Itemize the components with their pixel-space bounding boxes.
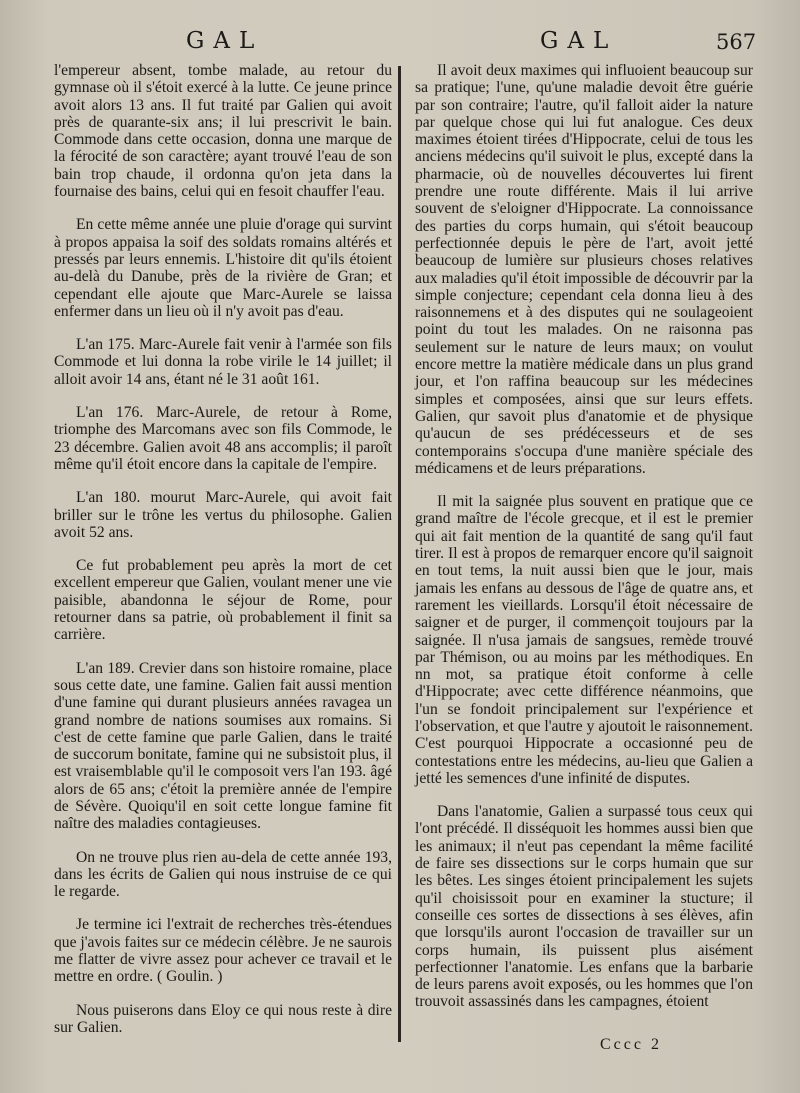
- paragraph: L'an 189. Crevier dans son histoire romaine, place sous cette date, une famine. Galien fait aussi mention d'une famine qui durant plusieurs années ravagea un grand nombre de nations soumises aux romains. Si c'est de cette famine que parle Galien, dans le traité de succorum bonitate, famine qui ne subsistoit plus, il est vraisemblable qu'il le composoit vers l'an 193. âgé alors de 65 ans; c'étoit la première année de l'empire de Sévère. Quoiqu'il en soit cette longue famine fit naître des maladies contagieuses.: [54, 659, 392, 833]
- paragraph: En cette même année une pluie d'orage qui survint à propos appaisa la soif des soldats romains altérés et pressés par leurs ennemis. L'histoire dit qu'ils étoient au-delà du Danube, près de la rivière de Gran; et cependant elle ajoute que Marc-Aurele se laissa enfermer dans un lieu où il n'y avoit pas d'eau.: [54, 216, 392, 320]
- paragraph: Dans l'anatomie, Galien a surpassé tous ceux qui l'ont précédé. Il disséquoit les hommes aussi bien que les animaux; il n'eut pas cependant la même facilité de faire ses dissections sur le corps humain que sur les bêtes. Les singes étoient principalement les sujets qu'il choisissoit pour en examiner la stucture; il conseille ces sortes de dissections à ses élèves, afin que lorsqu'ils auront l'occasion de travailler sur un corps humain, ils puissent plus aisément perfectionner l'anatomie. Les enfans que la barbarie de leurs parens avoit exposés, ou les hommes que l'on trouvoit assassinés dans les campagnes, étoient: [415, 803, 753, 1011]
- paragraph: L'an 176. Marc-Aurele, de retour à Rome, triomphe des Marcomans avec son fils Commode, le 23 décembre. Galien avoit 48 ans accomplis; il paroît même qu'il étoit encore dans la capitale de l'empire.: [54, 404, 392, 473]
- column-divider: [398, 66, 401, 1042]
- right-column: [415, 62, 753, 1027]
- paragraph: L'an 180. mourut Marc-Aurele, qui avoit fait briller sur le trône les vertus du philosophe. Galien avoit 52 ans.: [54, 489, 392, 541]
- running-header: [0, 28, 800, 58]
- paragraph: Il mit la saignée plus souvent en pratique que ce grand maître de l'école grecque, et il est le premier qui ait fait mention de la quantité de sang qu'il faut tirer. Il est à propos de remarquer encore qu'il saignoit en tout tems, la nuit aussi bien que le jour, mais jamais les enfans au dessous de l'âge de quatre ans, et rarement les vieillards. Lorsqu'il étoit nécessaire de saigner et de purger, il commençoit toujours par la saignée. Il n'usa jamais de sangsues, remède trouvé par Thémison, ou au moins par les méthodiques. En nn mot, sa pratique étoit conforme à celle d'Hippocrate; avec cette différence néanmoins, que l'un se fondoit principalement sur l'expérience et l'observation, et que l'autre y ajoutoit le raisonnement. C'est pourquoi Hippocrate a occasionné peu de contestations entre les médecins, au-lieu que Galien a jetté les semences d'une infinité de disputes.: [415, 493, 753, 787]
- paragraph: Il avoit deux maximes qui influoient beaucoup sur sa pratique; l'une, qu'une maladie devoit être guérie par son contraire; l'autre, qu'il falloit aider la nature par quelque chose qui lui fut analogue. Ces deux maximes étoient tirées d'Hippocrate, celui de tous les anciens médecins qu'il suivoit le plus, excepté dans la pharmacie, où de nouvelles découvertes lui firent prendre une route différente. Mais il lui arrive souvent de s'eloigner d'Hippocrate. La connoissance des parties du corps humain, qui s'étoit beaucoup perfectionnée depuis le père de l'art, avoit jetté beaucoup de lumière sur plusieurs choses relatives aux maladies qu'il étoit impossible de découvrir par la simple conjecture; cependant cela donna lieu à des raisonnemens et à des disputes qui ne soulageoient point du tout les malades. On ne raisonna pas seulement sur le nature de leurs maux; on voulut encore mettre la matière médicale dans un plus grand jour, et l'on raffina beaucoup sur les médecines simples et composées, ainsi que sur leurs effets. Galien, qur savoit plus d'anatomie et de physique qu'aucun de ses prédécesseurs et de ses contemporains s'occupa d'une manière spéciale des médicamens et de leurs préparations.: [415, 62, 753, 477]
- signature-mark: Cccc 2: [600, 1036, 662, 1053]
- header-right-title: GAL: [540, 28, 618, 54]
- paragraph: l'empereur absent, tombe malade, au retour du gymnase où il s'étoit exercé à la lutte. Ce jeune prince avoit alors 13 ans. Il fut traité par Galien qui avoit près de quarante-six ans; il lui prescrivit le bain. Commode dans cette occasion, donna une marque de la férocité de son caractère; ayant trouvé l'eau de son bain trop chaude, il ordonna qu'on jeta dans la fournaise des bains, celui qui en fesoit chauffer l'eau.: [54, 62, 392, 201]
- header-left-title: GAL: [186, 28, 264, 54]
- paragraph: Je termine ici l'extrait de recherches très-étendues que j'avois faites sur ce médecin célèbre. Je ne saurois me flatter de vivre assez pour achever ce travail et le mettre en ordre. ( Goulin. ): [54, 916, 392, 986]
- page-number: 567: [716, 30, 757, 54]
- paragraph: Ce fut probablement peu après la mort de cet excellent empereur que Galien, voulant mener une vie paisible, abandonna le séjour de Rome, pour retourner dans sa patrie, où probablement il finit sa carrière.: [54, 557, 392, 644]
- paragraph: L'an 175. Marc-Aurele fait venir à l'armée son fils Commode et lui donna la robe virile le 14 juillet; il alloit avoir 14 ans, étant né le 31 août 161.: [54, 336, 392, 388]
- paragraph: On ne trouve plus rien au-dela de cette année 193, dans les écrits de Galien qui nous instruise de ce qui le regarde.: [54, 848, 392, 901]
- left-column: [54, 62, 392, 1052]
- paragraph: Nous puiserons dans Eloy ce qui nous reste à dire sur Galien.: [54, 1001, 392, 1036]
